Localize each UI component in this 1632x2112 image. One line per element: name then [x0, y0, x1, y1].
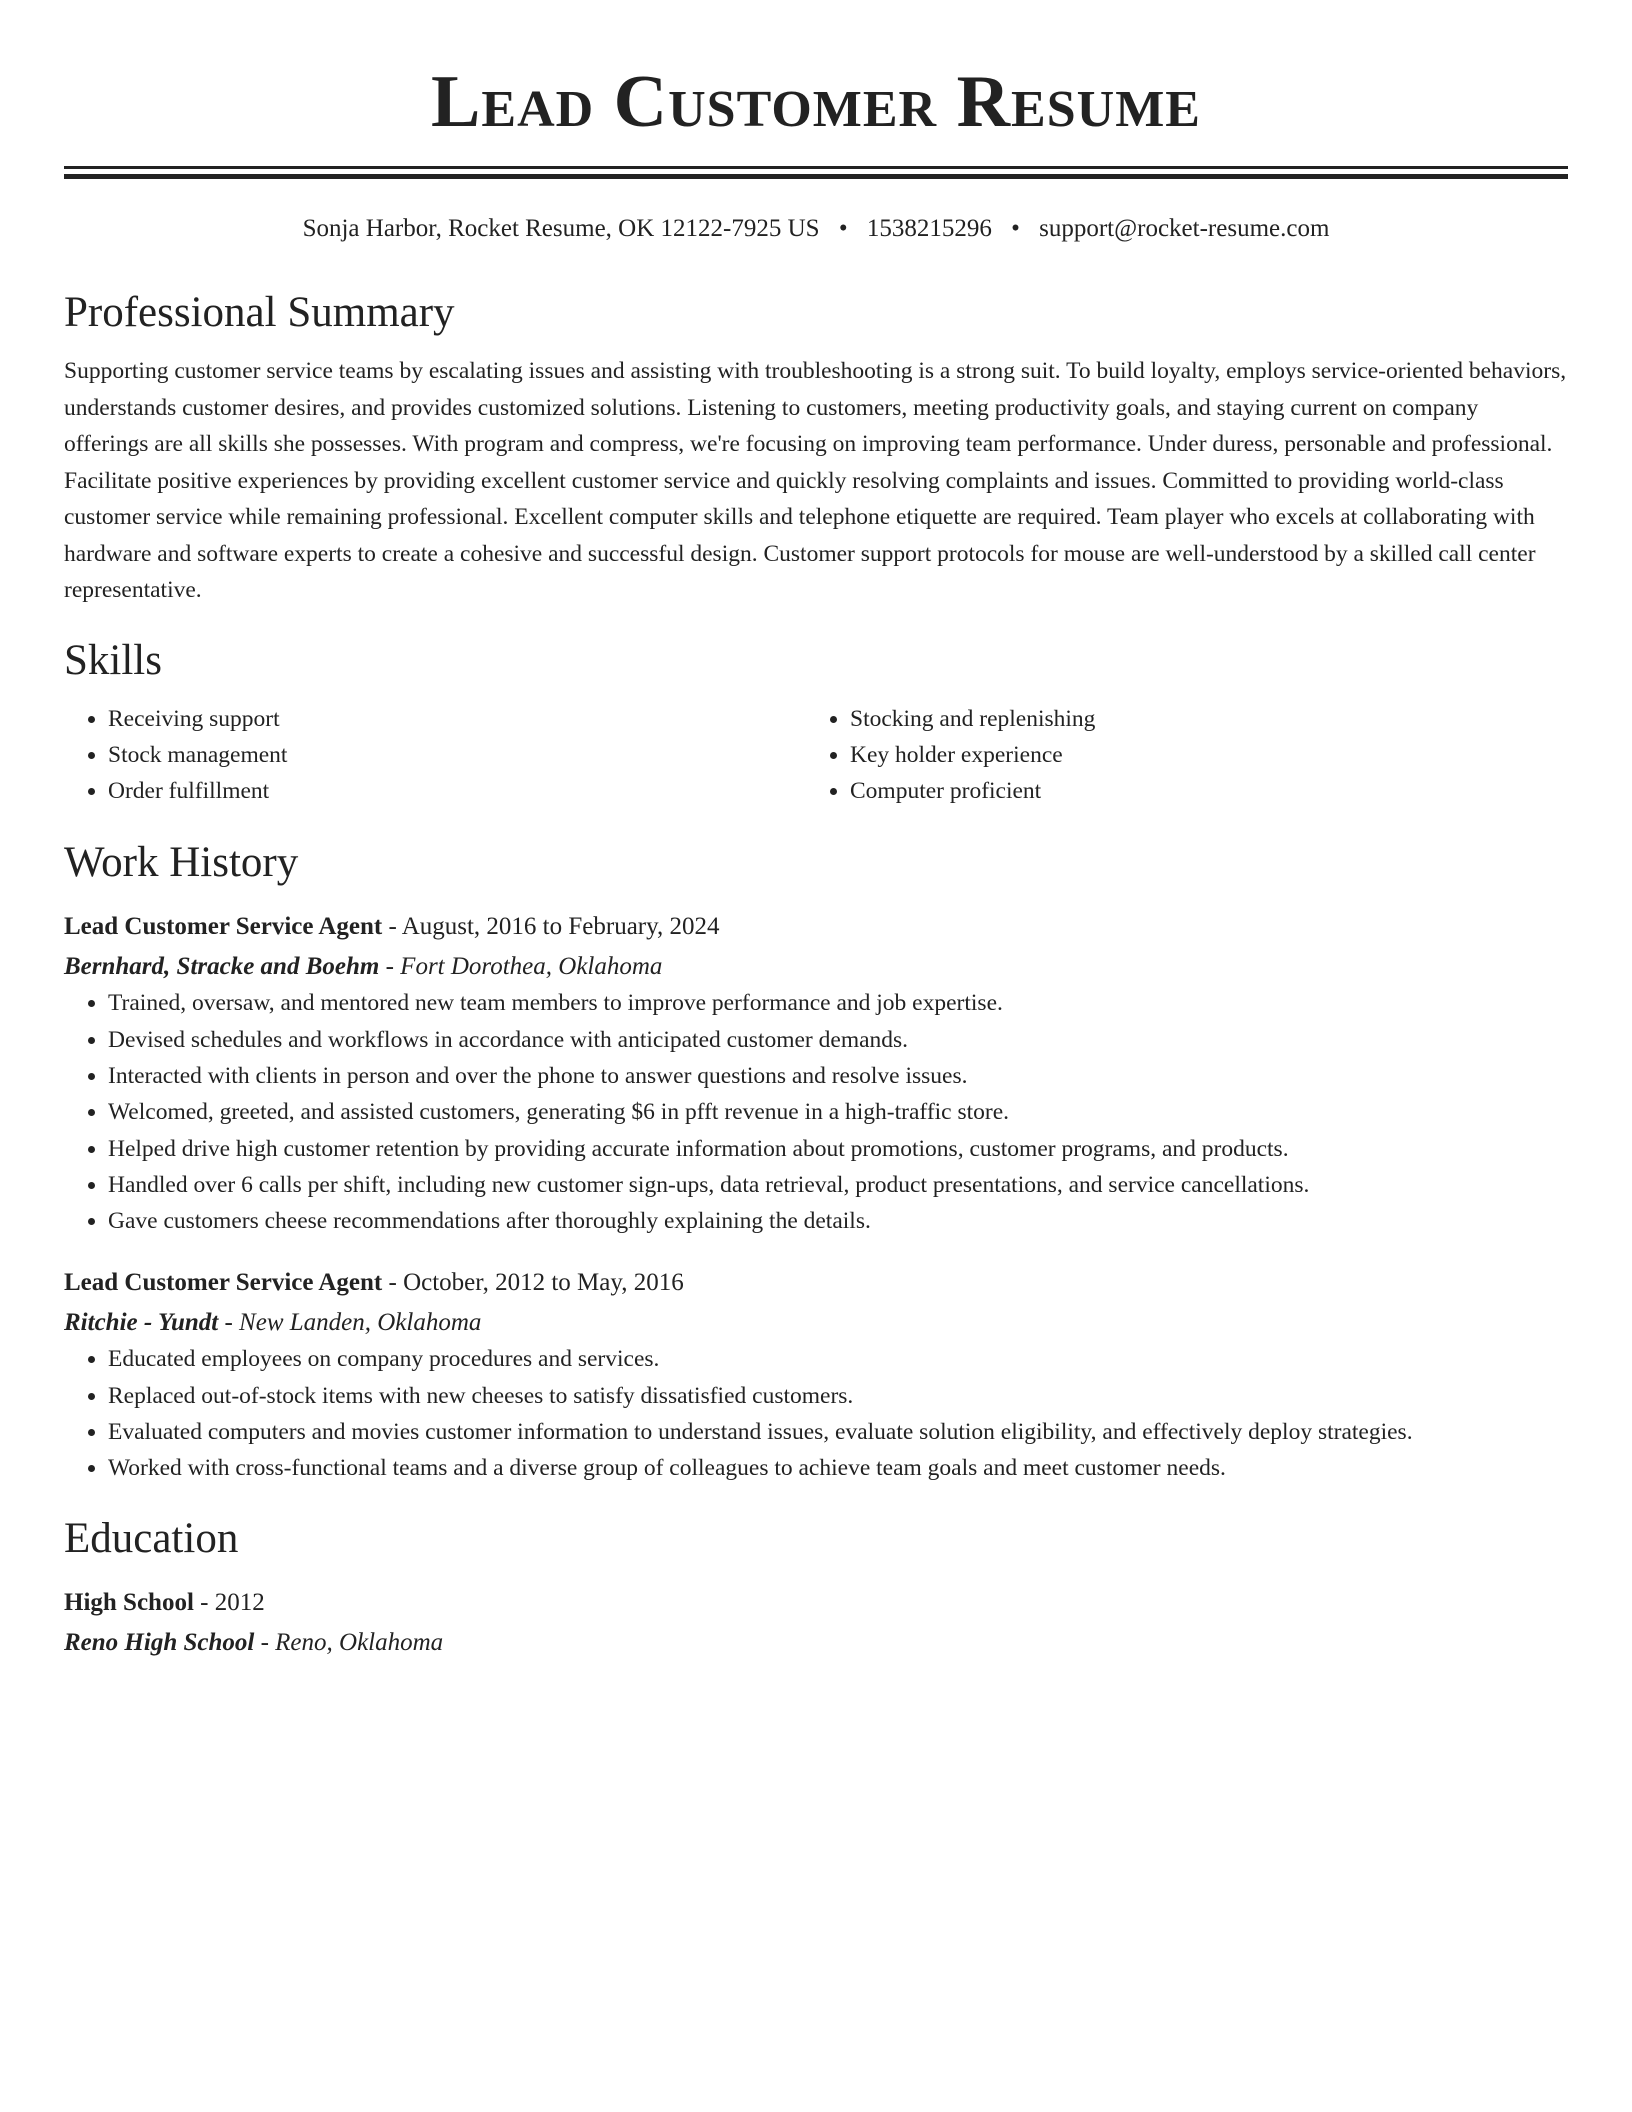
skill-item: • Stocking and replenishing — [850, 701, 1548, 737]
job-bullet: • Interacted with clients in person and over the phone to answer questions and resolve issues. — [108, 1058, 1568, 1094]
job-bullets — [64, 985, 1568, 1239]
job-bullet: • Helped drive high customer retention by providing accurate information about promotions, customer programs, and products. — [108, 1131, 1568, 1167]
skill-item: • Order fulfillment — [108, 773, 806, 809]
job-bullet: • Trained, oversaw, and mentored new team members to improve performance and job expertise. — [108, 985, 1568, 1021]
title-rule-thin — [64, 166, 1568, 169]
job-company: Bernhard, Stracke and Boehm — [64, 953, 380, 981]
job-title-line — [64, 1265, 1568, 1301]
job-bullet: • Replaced out-of-stock items with new cheeses to satisfy dissatisfied customers. — [108, 1378, 1568, 1414]
education-school: Reno High School — [64, 1628, 255, 1656]
education-school-line — [64, 1625, 1568, 1661]
skills-list — [64, 701, 1568, 810]
job-entry — [64, 909, 1568, 1239]
contact-email: support@rocket-resume.com — [1039, 215, 1330, 242]
education-year: - 2012 — [193, 1588, 265, 1616]
job-bullet: • Welcomed, greeted, and assisted customers, generating $6 in pfft revenue in a high-traffic store. — [108, 1094, 1568, 1130]
job-entry — [64, 1265, 1568, 1486]
job-company-line — [64, 1305, 1568, 1341]
contact-separator: • — [1011, 215, 1020, 242]
resume-page — [64, 0, 1568, 1661]
summary-heading: Professional Summary — [64, 289, 455, 336]
job-dates: - August, 2016 to February, 2024 — [382, 913, 720, 941]
job-company: Ritchie - Yundt — [64, 1309, 219, 1337]
skill-item: • Key holder experience — [850, 737, 1548, 773]
contact-line — [64, 213, 1568, 245]
job-dates: - October, 2012 to May, 2016 — [382, 1269, 684, 1297]
education-location: - Reno, Oklahoma — [254, 1628, 444, 1656]
education-entry — [64, 1585, 1568, 1661]
contact-separator: • — [838, 215, 848, 242]
job-title: Lead Customer Service Agent — [64, 913, 383, 941]
job-bullet: • Handled over 6 calls per shift, including new customer sign-ups, data retrieval, product presentations, and service cancellations. — [108, 1167, 1568, 1203]
job-title-line — [64, 909, 1568, 945]
skill-item: • Computer proficient — [850, 773, 1548, 809]
title-rule-thick — [64, 174, 1568, 179]
job-company-line — [64, 949, 1568, 985]
job-title: Lead Customer Service Agent — [64, 1269, 383, 1297]
contact-phone: 1538215296 — [866, 215, 992, 242]
job-bullet: • Devised schedules and workflows in accordance with anticipated customer demands. — [108, 1022, 1568, 1058]
education-heading: Education — [64, 1514, 239, 1562]
skills-column-right — [806, 701, 1548, 810]
job-location: - Fort Dorothea, Oklahoma — [379, 953, 663, 981]
skill-item: • Receiving support — [108, 701, 806, 737]
job-bullet: • Gave customers cheese recommendations after thoroughly explaining the details. — [108, 1203, 1568, 1239]
skills-column-left — [64, 701, 806, 810]
education-degree-line — [64, 1585, 1568, 1621]
skill-item: • Stock management — [108, 737, 806, 773]
job-bullets — [64, 1341, 1568, 1486]
job-bullet: • Evaluated computers and movies customer information to understand issues, evaluate solution eligibility, and effectively deploy strategies. — [108, 1414, 1568, 1450]
job-location: - New Landen, Oklahoma — [218, 1309, 482, 1337]
education-degree: High School — [64, 1588, 194, 1616]
resume-title: Lead Customer Resume — [431, 61, 1201, 143]
contact-address: Sonja Harbor, Rocket Resume, OK 12122-7925 US — [302, 215, 820, 242]
job-bullet: • Educated employees on company procedures and services. — [108, 1341, 1568, 1377]
job-bullet: • Worked with cross-functional teams and a diverse group of colleagues to achieve team goals and meet customer needs. — [108, 1450, 1568, 1486]
summary-text: Supporting customer service teams by escalating issues and assisting with troubleshooting is a strong suit. To build loyalty, employs service-oriented behaviors, understands customer desires, and provides customized solutions. Listening to customers, meeting productivity goals, and staying current on company offerings are all skills she possesses. With program and compress, we're focusing on improving team performance. Under duress, personable and professional. Facilitate positive experiences by providing excellent customer service and quickly resolving complaints and issues. Committed to providing world-class customer service while remaining professional. Excellent computer skills and telephone etiquette are required. Team player who excels at collaborating with hardware and software experts to create a cohesive and successful design. Customer support protocols for mouse are well-understood by a skilled call center representative. — [64, 358, 1567, 603]
work-history-heading: Work History — [64, 839, 299, 887]
skills-heading: Skills — [64, 636, 162, 684]
